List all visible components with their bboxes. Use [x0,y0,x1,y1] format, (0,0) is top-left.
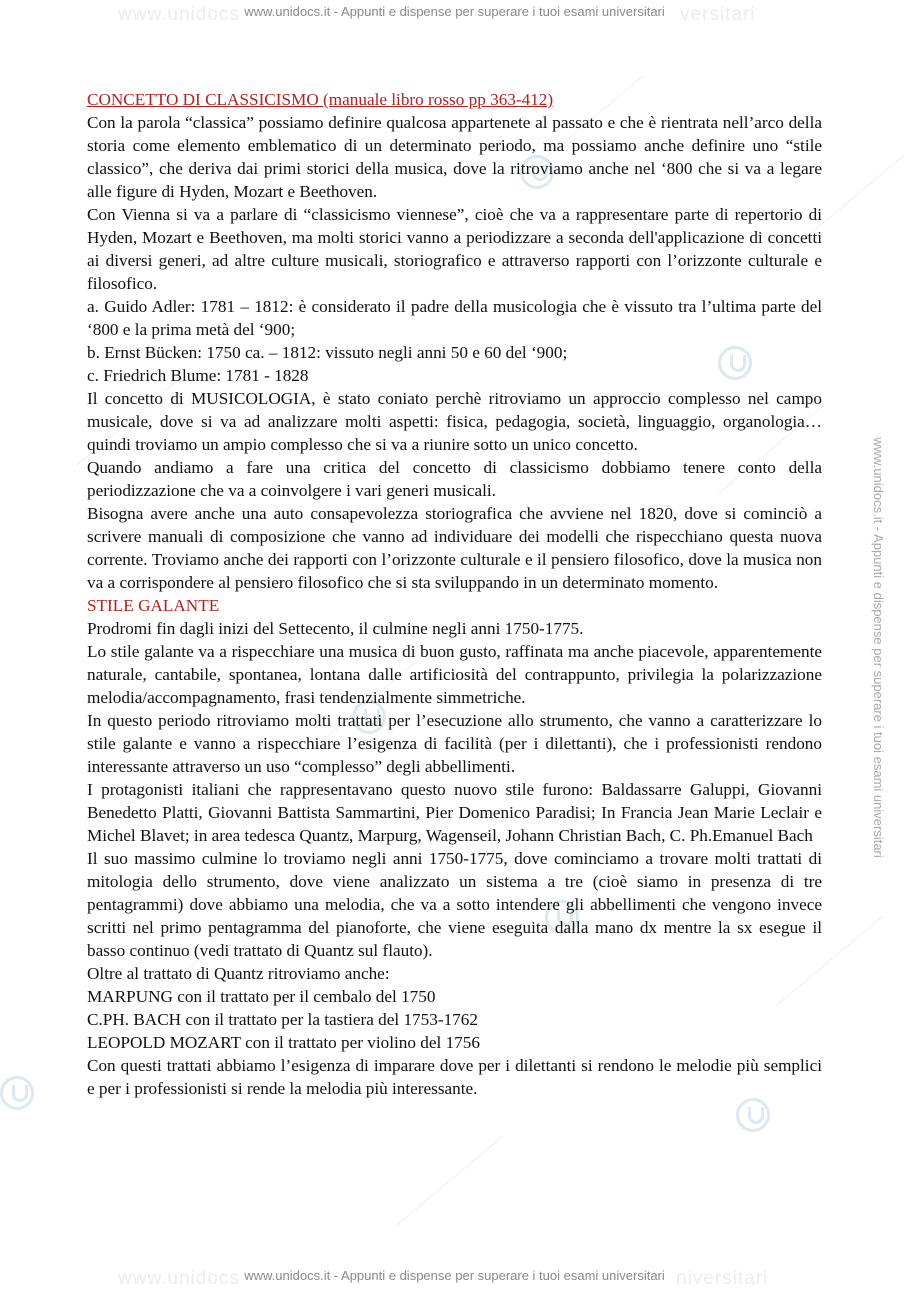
watermark-line [396,1135,504,1226]
header-watermark [0,4,909,25]
header-faint-left: www.unidocs [118,4,240,25]
paragraph: Prodromi fin dagli inizi del Settecento, il culmine negli anni 1750-1775. [87,619,584,638]
list-item: b. Ernst Bücken: 1750 ca. – 1812: vissuto negli anni 50 e 60 del ‘900; [87,343,568,362]
list-item: C.PH. BACH con il trattato per la tastiera del 1753-1762 [87,1010,478,1029]
paragraph: Quando andiamo a fare una critica del concetto di classicismo dobbiamo tenere conto della periodizzazione che va a coinvolgere i vari generi musicali. [87,458,822,500]
list-item: a. Guido Adler: 1781 – 1812: è considerato il padre della musicologia che è vissuto tra l’ultima parte del ‘800 e la prima metà del ‘900; [87,297,822,339]
footer-faint-left: www.unidocs [118,1268,240,1289]
paragraph: Oltre al trattato di Quantz ritroviamo anche: [87,964,390,983]
footer-watermark-text: www.unidocs.it - Appunti e dispense per superare i tuoi esami universitari [244,1268,665,1283]
watermark-logo-icon [736,1098,770,1132]
list-item: c. Friedrich Blume: 1781 - 1828 [87,366,309,385]
list-item: MARPUNG con il trattato per il cembalo del 1750 [87,987,436,1006]
header-watermark-text: www.unidocs.it - Appunti e dispense per superare i tuoi esami universitari [244,4,665,19]
paragraph: Con la parola “classica” possiamo definire qualcosa appartenete al passato e che è rientrata nell’arco della storia come elemento emblematico di un determinato periodo, ma possiamo anche definire uno “stile classico”, che deriva dai primi storici della musica, dove la ritroviamo anche nel ‘800 che si va a legare alle figure di Hyden, Mozart e Beethoven. [87,113,822,201]
paragraph: In questo periodo ritroviamo molti trattati per l’esecuzione allo strumento, che vanno a caratterizzare lo stile galante e vanno a rispecchiare l’esigenza di facilità (per i dilettanti), che i professionisti rendono interessante attraverso un uso “complesso” degli abbellimenti. [87,711,822,776]
right-side-watermark: www.unidocs.it - Appunti e dispense per superare i tuoi esami universitari [870,437,886,858]
paragraph: Con Vienna si va a parlare di “classicismo viennese”, cioè che va a rappresentare parte di repertorio di Hyden, Mozart e Beethoven, ma molti storici vanno a periodizzare a seconda dell'applicazione di concetti ai diversi generi, ad altre culture musicali, storiografico e attraverso rapporti con l’orizzonte culturale e filosofico. [87,205,822,293]
paragraph: Lo stile galante va a rispecchiare una musica di buon gusto, raffinata ma anche piacevole, apparentemente naturale, cantabile, spontanea, lontana dalle artificiosità del contrappunto, privilegia la polarizzazione melodia/accompagnamento, frasi tendenzialmente simmetriche. [87,642,822,707]
footer-faint-right: niversitari [676,1268,769,1289]
paragraph: Bisogna avere anche una auto consapevolezza storiografica che avviene nel 1820, dove si cominciò a scrivere manuali di composizione che vanno ad individuare dei modelli che rispecchiano questa nuova corrente. Troviamo anche dei rapporti con l’orizzonte culturale e il pensiero filosofico, dove la musica non va a corrispondere al pensiero filosofico che si sta sviluppando in un determinato momento. [87,504,822,592]
footer-watermark [0,1268,909,1289]
paragraph: Il suo massimo culmine lo troviamo negli anni 1750-1775, dove cominciamo a trovare molti trattati di mitologia dello strumento, dove viene analizzato un sistema a tre (cioè siamo in presenza di tre pentagrammi) dove abbiamo una melodia, che va a sotto intendere gli abbellimenti che vengono invece scritti nel primo pentagramma del pianoforte, che viene eseguita dalla mano dx mentre la sx esegue il basso continuo (vedi trattato di Quantz sul flauto). [87,849,822,960]
document-body [87,88,822,1100]
paragraph: Con questi trattati abbiamo l’esigenza di imparare dove per i dilettanti si rendono le melodie più semplici e per i professionisti si rende la melodia più interessante. [87,1056,822,1098]
header-faint-right: versitari [680,4,756,25]
list-item: LEOPOLD MOZART con il trattato per violino del 1756 [87,1033,480,1052]
section-title-stile-galante: STILE GALANTE [87,596,220,615]
section-title-classicismo: CONCETTO DI CLASSICISMO (manuale libro rosso pp 363-412) [87,90,554,109]
paragraph: I protagonisti italiani che rappresentavano questo nuovo stile furono: Baldassarre Galuppi, Giovanni Benedetto Platti, Giovanni Battista Sammartini, Pier Domenico Paradisi; In Francia Jean Marie Leclair e Michel Blavet; in area tedesca Quantz, Marpurg, Wagenseil, Johann Christian Bach, C. Ph.Emanuel Bach [87,780,822,845]
watermark-logo-icon [0,1076,34,1110]
paragraph: Il concetto di MUSICOLOGIA, è stato coniato perchè ritroviamo un approccio complesso nel campo musicale, dove si va ad analizzare molti aspetti: fisica, pedagogia, società, linguaggio, organologia… quindi troviamo un ampio complesso che si va a riunire sotto un unico concetto. [87,389,822,454]
